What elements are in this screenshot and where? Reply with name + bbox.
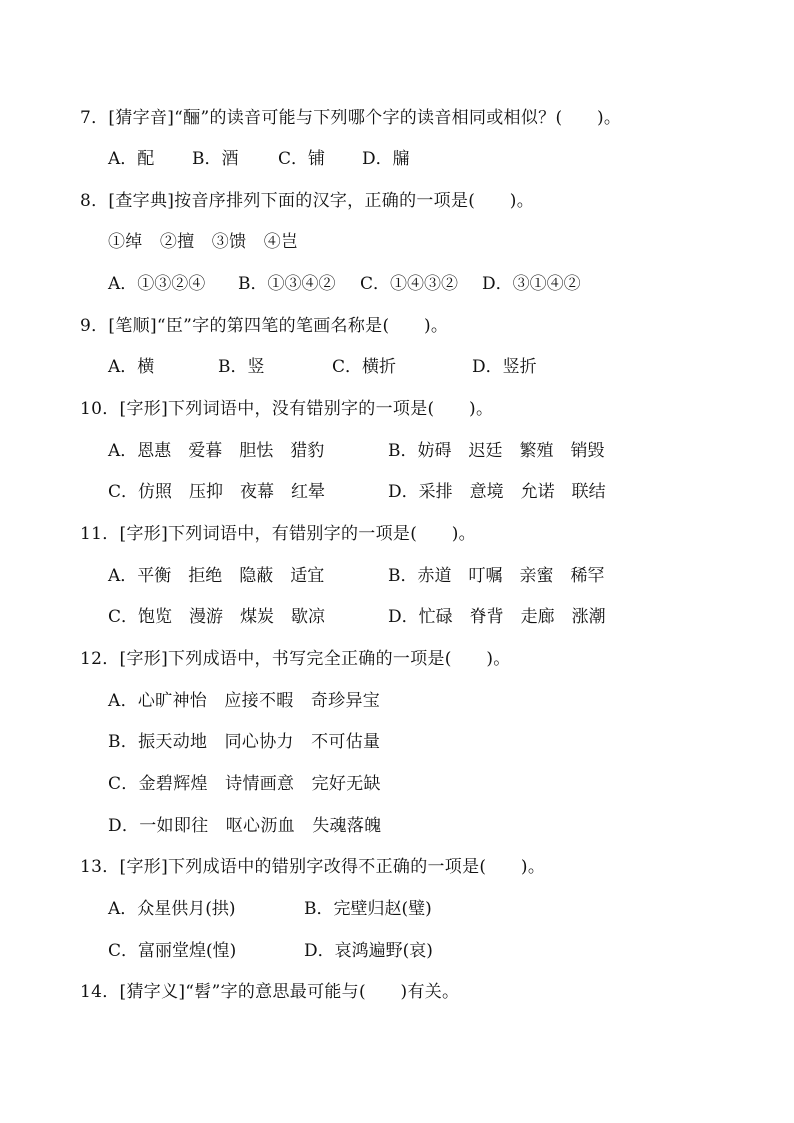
question-9-stem: 9．[笔顺]“臣”字的第四笔的笔画名称是( )。 (80, 316, 449, 336)
option-b: B．妨碍 迟廷 繁殖 销毁 (388, 441, 605, 461)
option-b: B．完壁归赵(璧) (304, 899, 432, 919)
option-a: A．众星供月(拱) (108, 899, 236, 919)
option-d: D．牖 (362, 149, 410, 169)
question-8-chars: ①绰 ②擅 ③馈 ④岂 (108, 232, 299, 252)
question-12-option-c: C．金碧辉煌 诗情画意 完好无缺 (108, 774, 381, 794)
question-13-options-row-1 (108, 898, 432, 920)
question-8-options (108, 273, 581, 295)
question-9-options (108, 356, 537, 378)
option-a: A．平衡 拒绝 隐蔽 适宜 (108, 566, 325, 586)
question-10-options-row-1 (108, 440, 605, 462)
question-14-stem: 14．[猜字义]“髫”字的意思最可能与( )有关。 (80, 982, 460, 1002)
option-a: A．横 (108, 357, 155, 377)
question-13-options-row-2 (108, 940, 433, 962)
question-12-option-b: B．振天动地 同心协力 不可估量 (108, 732, 381, 752)
option-c: C．富丽堂煌(惶) (108, 941, 237, 961)
question-11-stem: 11．[字形]下列词语中，有错别字的一项是( )。 (80, 524, 476, 544)
question-10-stem: 10．[字形]下列词语中，没有错别字的一项是( )。 (80, 399, 494, 419)
question-11-options-row-2 (108, 606, 606, 628)
option-d: D．③①④② (482, 274, 581, 294)
option-a: A．恩惠 爱暮 胆怯 猎豹 (108, 441, 325, 461)
option-b: B．竖 (218, 357, 265, 377)
question-12-option-d: D．一如即往 呕心沥血 失魂落魄 (108, 816, 382, 836)
option-a: A．配 (108, 149, 155, 169)
question-13-stem: 13．[字形]下列成语中的错别字改得不正确的一项是( )。 (80, 857, 546, 877)
question-12-option-a: A．心旷神怡 应接不暇 奇珍异宝 (108, 691, 381, 711)
option-c: C．横折 (332, 357, 397, 377)
option-c: C．铺 (278, 149, 326, 169)
option-c: C．①④③② (360, 274, 459, 294)
option-a: A．①③②④ (108, 274, 206, 294)
question-7-stem: 7．[猜字音]“酾”的读音可能与下列哪个字的读音相同或相似？( )。 (80, 108, 622, 128)
question-10-options-row-2 (108, 481, 606, 503)
question-11-options-row-1 (108, 565, 605, 587)
question-7-options (108, 148, 410, 170)
option-c: C．饱览 漫游 煤炭 歇凉 (108, 607, 326, 627)
option-d: D．哀鸿遍野(哀) (304, 941, 433, 961)
question-12-stem: 12．[字形]下列成语中，书写完全正确的一项是( )。 (80, 649, 511, 669)
option-d: D．竖折 (472, 357, 537, 377)
option-b: B．赤道 叮嘱 亲蜜 稀罕 (388, 566, 605, 586)
option-b: B．①③④② (238, 274, 336, 294)
option-c: C．仿照 压抑 夜幕 红晕 (108, 482, 326, 502)
question-8-stem: 8．[查字典]按音序排列下面的汉字，正确的一项是( )。 (80, 191, 535, 211)
option-d: D．采排 意境 允诺 联结 (388, 482, 606, 502)
option-d: D．忙碌 脊背 走廊 涨潮 (388, 607, 606, 627)
option-b: B．酒 (192, 149, 239, 169)
